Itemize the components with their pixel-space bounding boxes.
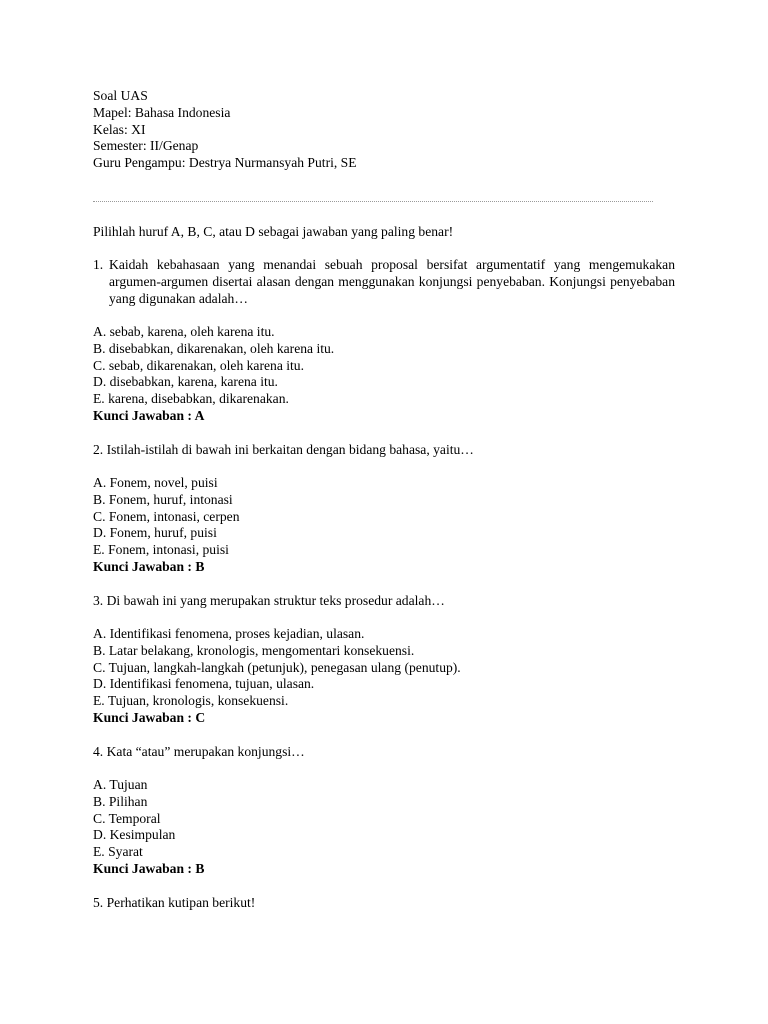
option-e: E. Fonem, intonasi, puisi — [93, 542, 229, 558]
option-b: B. Fonem, huruf, intonasi — [93, 491, 233, 507]
option-a: A. Fonem, novel, puisi — [93, 475, 218, 490]
answer-key: Kunci Jawaban : B — [93, 860, 205, 876]
question-1-number: 1. — [93, 257, 104, 272]
option-d: D. Identifikasi fenomena, tujuan, ulasan. — [93, 676, 315, 692]
option-a: A. Tujuan — [93, 777, 148, 792]
option-d: D. disebabkan, karena, karena itu. — [93, 374, 278, 390]
dotted-divider — [93, 201, 653, 202]
option-e: E. karena, disebabkan, dikarenakan. — [93, 391, 289, 407]
question-5-text: 5. Perhatikan kutipan berikut! — [93, 895, 256, 910]
option-d: D. Kesimpulan — [93, 827, 176, 843]
document-header — [93, 88, 357, 172]
option-a: A. sebab, karena, oleh karena itu. — [93, 324, 275, 339]
question-3-text: 3. Di bawah ini yang merupakan struktur teks prosedur adalah… — [93, 593, 445, 608]
option-e: E. Syarat — [93, 844, 143, 860]
option-d: D. Fonem, huruf, puisi — [93, 525, 217, 541]
instruction-text: Pilihlah huruf A, B, C, atau D sebagai jawaban yang paling benar! — [93, 224, 454, 239]
option-c: C. sebab, dikarenakan, oleh karena itu. — [93, 357, 305, 373]
question-4-text: 4. Kata “atau” merupakan konjungsi… — [93, 744, 305, 759]
answer-key: Kunci Jawaban : B — [93, 558, 205, 574]
header-semester: Semester: II/Genap — [93, 138, 199, 154]
option-e: E. Tujuan, kronologis, konsekuensi. — [93, 693, 289, 709]
question-3-options — [93, 626, 461, 727]
option-c: C. Temporal — [93, 810, 161, 826]
option-a: A. Identifikasi fenomena, proses kejadian, ulasan. — [93, 626, 365, 641]
header-class: Kelas: XI — [93, 121, 146, 137]
option-b: B. disebabkan, dikarenakan, oleh karena itu. — [93, 340, 335, 356]
question-2-text: 2. Istilah-istilah di bawah ini berkaitan dengan bidang bahasa, yaitu… — [93, 442, 474, 457]
option-b: B. Pilihan — [93, 793, 148, 809]
option-c: C. Fonem, intonasi, cerpen — [93, 508, 240, 524]
answer-key: Kunci Jawaban : A — [93, 407, 205, 423]
question-1-options — [93, 324, 334, 425]
option-c: C. Tujuan, langkah-langkah (petunjuk), penegasan ulang (penutup). — [93, 659, 461, 675]
question-2-options — [93, 475, 240, 576]
header-teacher: Guru Pengampu: Destrya Nurmansyah Putri, SE — [93, 155, 357, 171]
header-title: Soal UAS — [93, 88, 148, 103]
question-1-text: Kaidah kebahasaan yang menandai sebuah proposal bersifat argumentatif yang mengemukakan argumen-argumen disertai alasan dengan menggunakan konjungsi penyebaban. Konjungsi penyebaban yang digunakan adalah… — [109, 257, 675, 306]
answer-key: Kunci Jawaban : C — [93, 709, 206, 725]
question-1 — [93, 257, 675, 307]
option-b: B. Latar belakang, kronologis, mengomentari konsekuensi. — [93, 642, 415, 658]
header-subject: Mapel: Bahasa Indonesia — [93, 104, 231, 120]
question-4-options — [93, 777, 204, 878]
